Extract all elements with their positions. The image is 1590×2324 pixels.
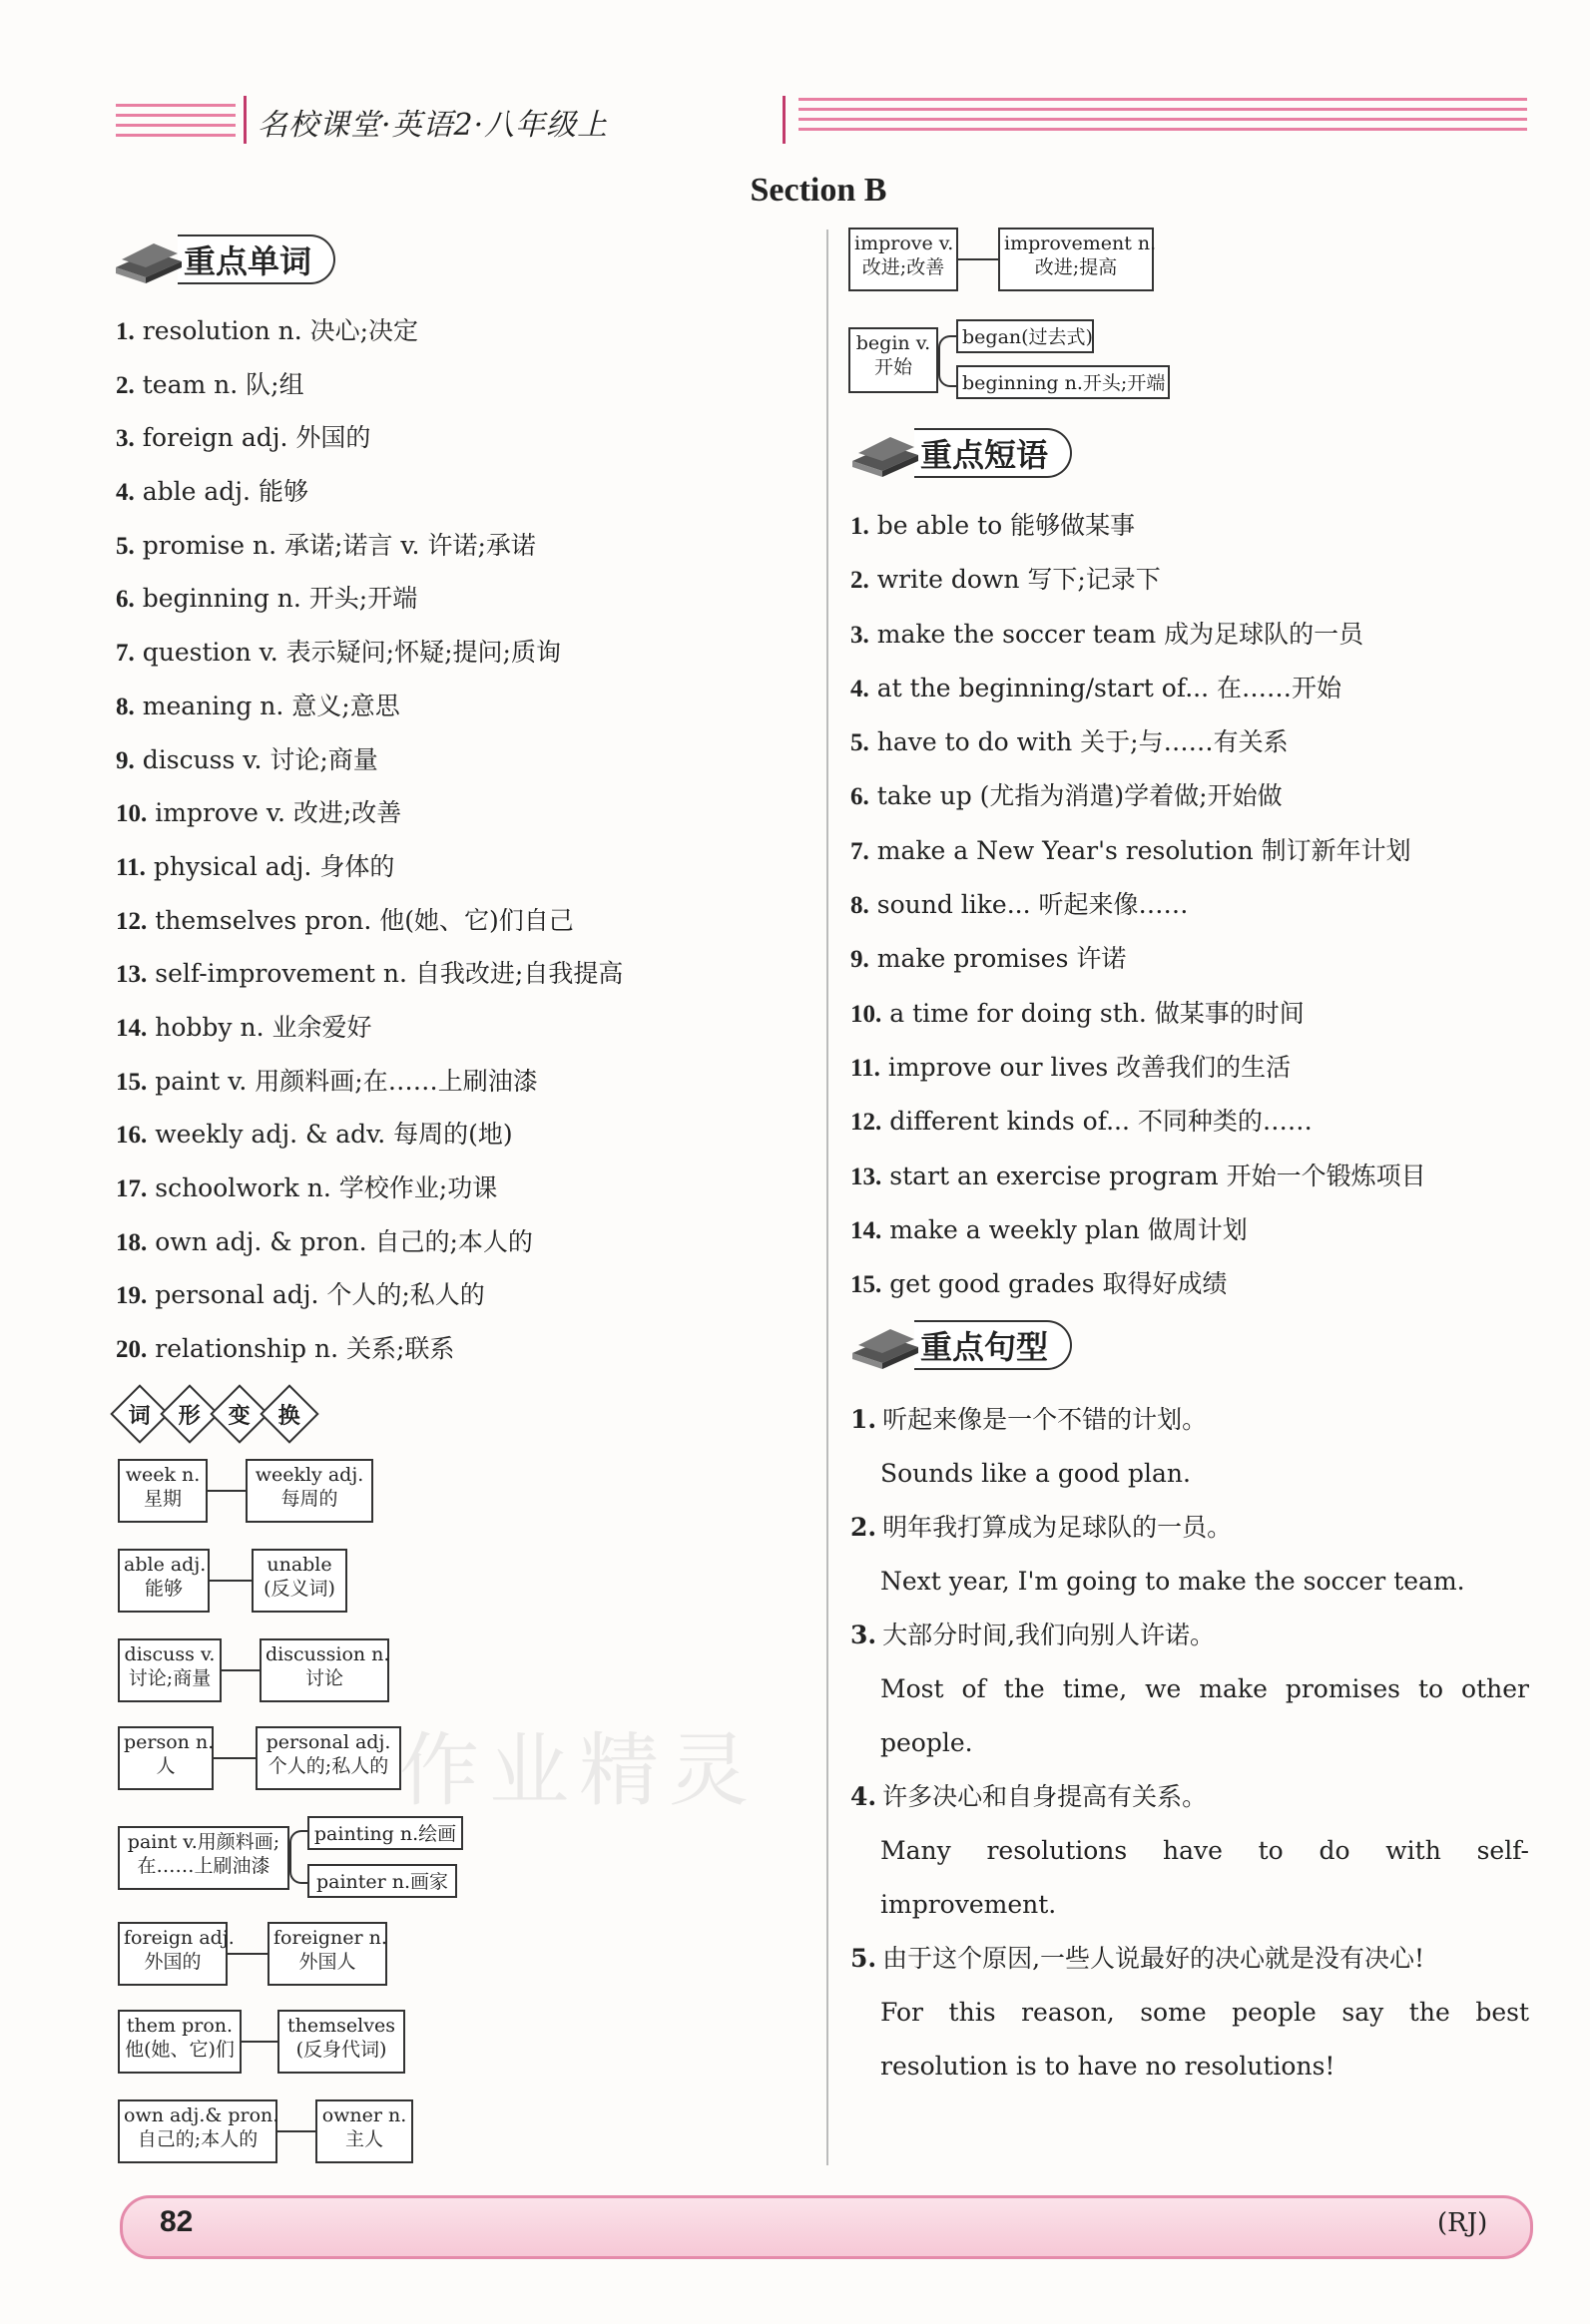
transform-heading-char: 形 — [160, 1384, 219, 1443]
transform-base-begin: begin v. 开始 — [848, 327, 938, 393]
sentence-english: For this reason, some people say the best resolution is to have no resolutions! — [880, 1998, 1529, 2081]
list-item — [850, 1203, 1426, 1257]
item-text: team n. 队;组 — [142, 369, 304, 399]
transform-derived-painter: painter n.画家 — [307, 1864, 457, 1898]
transform-connector — [958, 258, 998, 260]
column-divider — [826, 230, 828, 2165]
header-lines-left — [116, 104, 236, 148]
item-text: have to do with 关于;与……有关系 — [876, 727, 1289, 757]
item-number: 1. — [116, 318, 135, 345]
transform-heading-char: 词 — [110, 1384, 169, 1443]
item-number: 8. — [116, 693, 135, 720]
list-item — [116, 1322, 623, 1376]
list-item — [850, 1095, 1426, 1149]
transform-base-them: them pron. 他(她、它)们 — [118, 2010, 242, 2074]
item-number: 18. — [116, 1228, 148, 1256]
item-number: 3. — [850, 1621, 877, 1649]
list-item — [116, 1215, 623, 1269]
item-text: get good grades 取得好成绩 — [889, 1269, 1228, 1299]
transform-base-week: week n. 星期 — [118, 1459, 208, 1523]
sentences-heading-label: 重点句型 — [914, 1320, 1072, 1370]
transform-derived-beginning: beginning n.开头;开端 — [956, 365, 1170, 399]
transform-derived-painting: painting n.绘画 — [307, 1816, 463, 1850]
item-number: 7. — [850, 837, 869, 865]
item-number: 13. — [116, 961, 148, 989]
transform-derived-them: themselves (反身代词) — [277, 2010, 405, 2074]
item-text: write down 写下;记录下 — [876, 565, 1161, 595]
transform-connector — [210, 1580, 252, 1582]
item-number: 4. — [850, 675, 869, 702]
item-number: 16. — [116, 1122, 148, 1150]
item-text: themselves pron. 他(她、它)们自己 — [155, 905, 574, 935]
transform-base-discuss: discuss v. 讨论;商量 — [118, 1638, 222, 1702]
item-number: 2. — [850, 567, 869, 595]
item-text: schoolwork n. 学校作业;功课 — [155, 1173, 498, 1202]
section-title: Section B — [750, 172, 887, 209]
item-number: 7. — [116, 640, 135, 668]
transform-bracket — [938, 335, 958, 387]
header-title: 名校课堂·英语2·八年级上 — [258, 108, 609, 143]
item-text: a time for doing sth. 做某事的时间 — [889, 998, 1305, 1028]
sentence-english: Sounds like a good plan. — [880, 1459, 1191, 1488]
item-number: 19. — [116, 1282, 148, 1310]
list-item — [116, 786, 623, 840]
item-text: personal adj. 个人的;私人的 — [155, 1280, 485, 1310]
sentence-chinese-text: 明年我打算成为足球队的一员。 — [882, 1513, 1233, 1542]
item-text: at the beginning/start of... 在……开始 — [876, 673, 1341, 702]
book-icon — [848, 1319, 922, 1371]
header-divider-right — [783, 96, 786, 144]
transform-connector — [242, 2041, 277, 2043]
sentence-chinese — [850, 1393, 1529, 1447]
transform-bracket — [289, 1830, 309, 1884]
sentence-english: Many resolutions have to do with self-improvement. — [880, 1836, 1529, 1919]
item-number: 3. — [850, 621, 869, 649]
phrase-list — [850, 499, 1426, 1311]
item-text: improve v. 改进;改善 — [155, 798, 402, 828]
item-number: 1. — [850, 1405, 877, 1434]
item-number: 3. — [116, 425, 135, 453]
item-number: 15. — [116, 1068, 148, 1096]
transform-derived-discuss: discussion n. 讨论 — [260, 1638, 389, 1702]
transform-derived-week: weekly adj. 每周的 — [246, 1459, 373, 1523]
transform-heading — [116, 1393, 313, 1435]
book-icon — [848, 427, 922, 479]
transform-base-foreign: foreign adj. 外国的 — [118, 1922, 228, 1986]
item-number: 2. — [850, 1513, 877, 1542]
item-number: 12. — [850, 1109, 882, 1137]
item-number: 8. — [850, 892, 869, 920]
sentence-list — [850, 1393, 1529, 2093]
item-text: be able to 能够做某事 — [876, 511, 1136, 540]
item-number: 6. — [116, 586, 135, 614]
header-divider-left — [244, 96, 247, 144]
list-item — [850, 1257, 1426, 1311]
item-number: 4. — [116, 479, 135, 507]
item-number: 11. — [116, 853, 146, 881]
transform-derived-improve: improvement n. 改进;提高 — [998, 228, 1154, 291]
list-item — [850, 662, 1426, 715]
sentence-chinese — [850, 1609, 1529, 1662]
item-number: 13. — [850, 1162, 882, 1190]
list-item — [116, 465, 623, 519]
transform-heading-char: 变 — [210, 1384, 268, 1443]
transform-derived-foreign: foreigner n. 外国人 — [267, 1922, 387, 1986]
item-number: 5. — [116, 532, 135, 560]
phrases-heading — [848, 427, 1072, 479]
sentence-chinese — [850, 1932, 1529, 1986]
item-number: 4. — [850, 1782, 877, 1811]
list-item — [116, 304, 623, 358]
item-number: 1. — [850, 513, 869, 540]
list-item — [850, 769, 1426, 823]
list-item — [850, 499, 1426, 553]
sentence-chinese-text: 许多决心和自身提高有关系。 — [882, 1782, 1208, 1811]
list-item — [116, 840, 623, 894]
list-item — [116, 680, 623, 733]
item-number: 11. — [850, 1054, 880, 1082]
item-text: make a weekly plan 做周计划 — [889, 1214, 1248, 1244]
item-text: resolution n. 决心;决定 — [142, 316, 419, 345]
item-text: foreign adj. 外国的 — [142, 423, 371, 453]
footer-bar — [120, 2195, 1533, 2259]
item-text: relationship n. 关系;联系 — [155, 1334, 455, 1364]
list-item — [116, 358, 623, 412]
list-item — [116, 1001, 623, 1055]
item-number: 5. — [850, 729, 869, 757]
page-number: 82 — [160, 2205, 194, 2238]
item-number: 9. — [850, 946, 869, 974]
transform-base-able: able adj. 能够 — [118, 1549, 210, 1613]
transform-derived-began: began(过去式) — [956, 319, 1094, 353]
list-item — [850, 932, 1426, 986]
list-item — [116, 411, 623, 465]
list-item — [116, 519, 623, 573]
list-item — [116, 572, 623, 626]
item-text: make a New Year's resolution 制订新年计划 — [876, 835, 1411, 865]
list-item — [116, 1108, 623, 1162]
item-text: different kinds of... 不同种类的…… — [889, 1107, 1313, 1137]
item-number: 17. — [116, 1175, 148, 1202]
list-item — [850, 1041, 1426, 1095]
item-text: weekly adj. & adv. 每周的(地) — [155, 1120, 513, 1150]
list-item — [116, 947, 623, 1001]
item-text: physical adj. 身体的 — [153, 851, 395, 881]
list-item — [850, 878, 1426, 932]
sentence-english: Most of the time, we make promises to other people. — [880, 1674, 1529, 1757]
transform-base-paint: paint v.用颜料画; 在……上刷油漆 — [118, 1826, 289, 1890]
item-number: 15. — [850, 1271, 882, 1299]
item-text: promise n. 承诺;诺言 v. 许诺;承诺 — [142, 530, 536, 560]
item-text: take up (尤指为消遣)学着做;开始做 — [876, 781, 1283, 811]
transform-connector — [277, 2130, 315, 2132]
sentence-chinese-text: 听起来像是一个不错的计划。 — [882, 1405, 1208, 1434]
transform-connector — [208, 1490, 246, 1492]
list-item — [850, 987, 1426, 1041]
list-item — [116, 733, 623, 787]
item-number: 10. — [850, 1000, 882, 1028]
sentence-english: Next year, I'm going to make the soccer team. — [880, 1567, 1465, 1596]
list-item — [116, 1055, 623, 1109]
list-item — [850, 608, 1426, 662]
item-number: 6. — [850, 783, 869, 811]
item-number: 9. — [116, 746, 135, 774]
transform-base-person: person n. 人 — [118, 1726, 214, 1790]
item-text: self-improvement n. 自我改进;自我提高 — [155, 959, 624, 989]
phrases-heading-label: 重点短语 — [914, 428, 1072, 478]
item-number: 2. — [116, 371, 135, 399]
words-heading — [112, 233, 335, 285]
item-number: 5. — [850, 1944, 877, 1973]
transform-base-own: own adj.& pron. 自己的;本人的 — [118, 2099, 277, 2163]
item-text: able adj. 能够 — [142, 477, 308, 507]
item-text: improve our lives 改善我们的生活 — [887, 1052, 1292, 1082]
transform-connector — [228, 1953, 267, 1955]
item-number: 20. — [116, 1336, 148, 1364]
sentence-chinese-text: 大部分时间,我们向别人许诺。 — [882, 1621, 1216, 1649]
transform-heading-char: 换 — [260, 1384, 318, 1443]
item-text: make the soccer team 成为足球队的一员 — [876, 619, 1364, 649]
list-item — [850, 553, 1426, 607]
sentence-chinese-text: 由于这个原因,一些人说最好的决心就是没有决心! — [882, 1944, 1425, 1973]
words-heading-label: 重点单词 — [178, 234, 335, 284]
item-text: question v. 表示疑问;怀疑;提问;质询 — [142, 638, 561, 668]
list-item — [850, 715, 1426, 769]
list-item — [850, 824, 1426, 878]
item-text: start an exercise program 开始一个锻炼项目 — [889, 1161, 1426, 1190]
watermark: 作业精灵 — [399, 1724, 759, 1817]
list-item — [850, 1150, 1426, 1203]
transform-derived-own: owner n. 主人 — [315, 2099, 413, 2163]
sentences-heading — [848, 1319, 1072, 1371]
item-text: meaning n. 意义;意思 — [142, 691, 400, 720]
transform-derived-able: unable (反义词) — [252, 1549, 347, 1613]
transform-derived-person: personal adj. 个人的;私人的 — [256, 1726, 401, 1790]
transform-connector — [214, 1757, 256, 1759]
transform-connector — [222, 1669, 260, 1671]
item-number: 14. — [116, 1014, 148, 1042]
item-text: own adj. & pron. 自己的;本人的 — [155, 1226, 533, 1256]
list-item — [116, 894, 623, 948]
item-text: discuss v. 讨论;商量 — [142, 744, 378, 774]
item-text: make promises 许诺 — [876, 944, 1127, 974]
item-number: 14. — [850, 1216, 882, 1244]
list-item — [116, 1268, 623, 1322]
transform-base-improve: improve v. 改进;改善 — [848, 228, 958, 291]
item-text: paint v. 用颜料画;在……上刷油漆 — [155, 1066, 538, 1096]
item-text: hobby n. 业余爱好 — [155, 1012, 372, 1042]
word-list — [116, 304, 623, 1376]
header-lines-right — [798, 98, 1527, 142]
list-item — [116, 1162, 623, 1215]
book-icon — [112, 233, 186, 285]
edition-label: (RJ) — [1437, 2208, 1488, 2238]
item-text: sound like... 听起来像…… — [876, 890, 1189, 920]
item-number: 12. — [116, 907, 148, 935]
list-item — [116, 626, 623, 680]
sentence-chinese — [850, 1501, 1529, 1555]
item-text: beginning n. 开头;开端 — [142, 584, 418, 614]
item-number: 10. — [116, 800, 148, 828]
sentence-chinese — [850, 1770, 1529, 1824]
